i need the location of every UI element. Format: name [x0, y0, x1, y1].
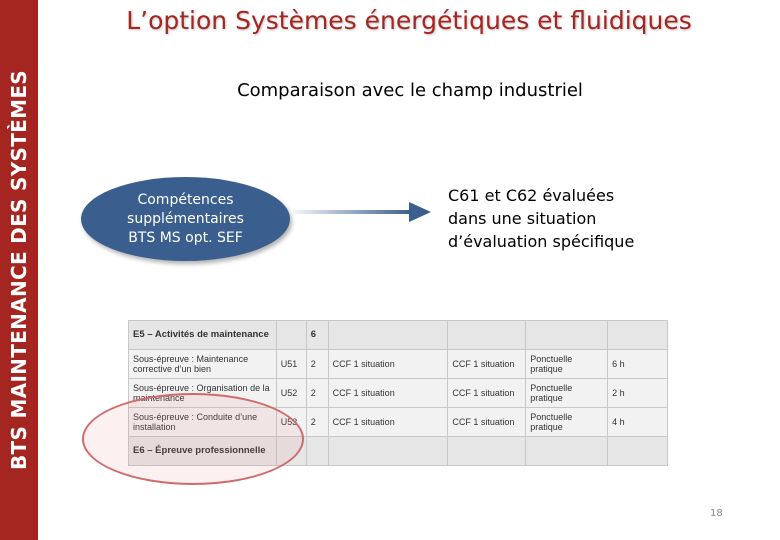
cell-mode [328, 437, 448, 466]
oval-line-2: supplémentaires [127, 210, 244, 227]
table-row [129, 321, 668, 350]
cell-mode [328, 321, 448, 350]
cell-mode: CCF 1 situation [328, 350, 448, 379]
cell-label: E6 – Épreuve professionnelle [129, 437, 277, 466]
cell-mode: CCF 1 situation [328, 379, 448, 408]
cell-unit: U53 [276, 408, 306, 437]
cell-duree [608, 437, 668, 466]
result-line-3: d’évaluation spécifique [448, 232, 635, 251]
cell-coef: 2 [306, 408, 328, 437]
highlight-ellipse [82, 393, 304, 485]
oval-line-3: BTS MS opt. SEF [128, 229, 243, 246]
sidebar-band [0, 0, 38, 540]
cell-type: Ponctuelle pratique [526, 350, 608, 379]
cell-mode2 [448, 321, 526, 350]
cell-coef [306, 437, 328, 466]
cell-coef: 2 [306, 350, 328, 379]
oval-line-1: Compétences [137, 191, 234, 208]
cell-mode2: CCF 1 situation [448, 379, 526, 408]
competences-oval [81, 177, 290, 261]
cell-duree: 4 h [608, 408, 668, 437]
table-row [129, 350, 668, 379]
subtitle: Comparaison avec le champ industriel [237, 80, 583, 101]
cell-duree: 2 h [608, 379, 668, 408]
cell-type: Ponctuelle pratique [526, 379, 608, 408]
cell-duree: 6 h [608, 350, 668, 379]
cell-label: Sous-épreuve : Maintenance corrective d’un bien [129, 350, 277, 379]
cell-unit [276, 321, 306, 350]
cell-type: Ponctuelle pratique [526, 408, 608, 437]
arrow-right-icon [293, 200, 433, 224]
cell-label: Sous-épreuve : Organisation de la maintenance [129, 379, 277, 408]
cell-mode2: CCF 1 situation [448, 408, 526, 437]
cell-coef: 2 [306, 379, 328, 408]
result-line-2: dans une situation [448, 209, 597, 228]
cell-type [526, 437, 608, 466]
cell-coef: 6 [306, 321, 328, 350]
slide-title: L’option Systèmes énergétiques et fluidiques [126, 6, 692, 35]
cell-unit: U52 [276, 379, 306, 408]
result-line-1: C61 et C62 évaluées [448, 186, 615, 205]
result-text [448, 184, 678, 253]
cell-label: Sous-épreuve : Conduite d’une installation [129, 408, 277, 437]
sidebar-title: BTS MAINTENANCE DES SYSTÈMES [7, 70, 31, 470]
cell-type [526, 321, 608, 350]
cell-mode: CCF 1 situation [328, 408, 448, 437]
cell-unit: U51 [276, 350, 306, 379]
cell-label: E5 – Activités de maintenance [129, 321, 277, 350]
cell-mode2 [448, 437, 526, 466]
page-number: 18 [710, 508, 723, 519]
cell-mode2: CCF 1 situation [448, 350, 526, 379]
cell-duree [608, 321, 668, 350]
